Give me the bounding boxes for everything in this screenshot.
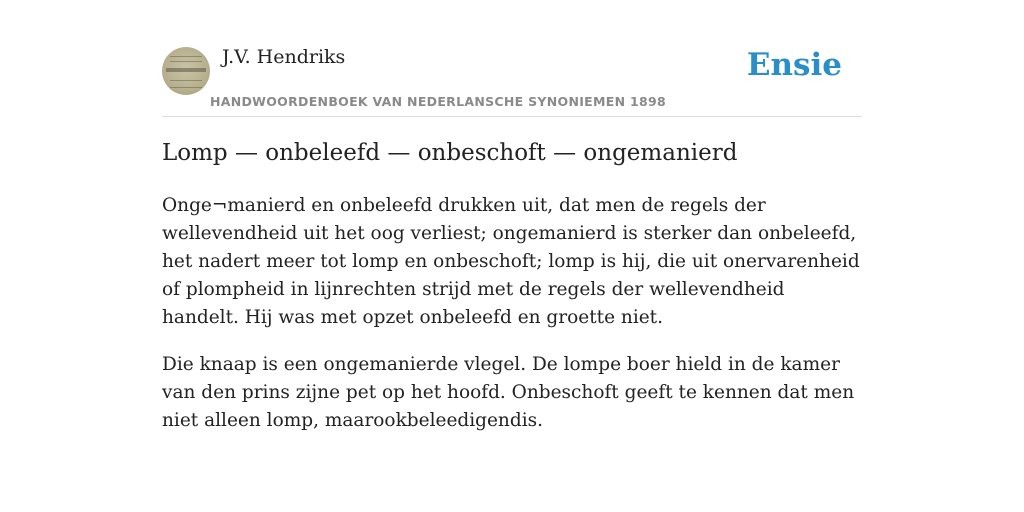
article-title: Lomp — onbeleefd — onbeschoft — ongemanierd <box>162 140 738 166</box>
book-cover-avatar[interactable] <box>162 47 210 95</box>
avatar-decoration <box>170 87 202 88</box>
avatar-decoration <box>170 61 202 62</box>
avatar-decoration <box>170 80 202 81</box>
article-paragraph: Onge¬manierd en onbeleefd drukken uit, dat men de regels der wellevendheid uit het oog verliest; ongemanierd is sterker dan onbeleefd, het nadert meer tot lomp en onbeschoft; lomp is hij, die uit onervarenheid of plompheid in lijnrechten strijd met de regels der wellevendheid handelt. Hij was met opzet onbeleefd en groette niet. <box>162 195 860 328</box>
article-body <box>162 192 862 454</box>
brand-logo[interactable]: Ensie <box>746 47 842 83</box>
article-paragraph: Die knaap is een ongemanierde vlegel. De lompe boer hield in de kamer van den prins zijne pet op het hoofd. Onbeschoft geeft te kennen dat men niet alleen lomp, maarookbeleedigendis. <box>162 354 855 431</box>
header <box>162 0 862 117</box>
source-title[interactable]: HANDWOORDENBOEK VAN NEDERLANSCHE SYNONIEMEN 1898 <box>210 94 667 109</box>
avatar-decoration <box>170 56 202 57</box>
page <box>162 0 862 431</box>
author-name[interactable]: J.V. Hendriks <box>222 46 346 68</box>
avatar-decoration <box>166 68 206 72</box>
